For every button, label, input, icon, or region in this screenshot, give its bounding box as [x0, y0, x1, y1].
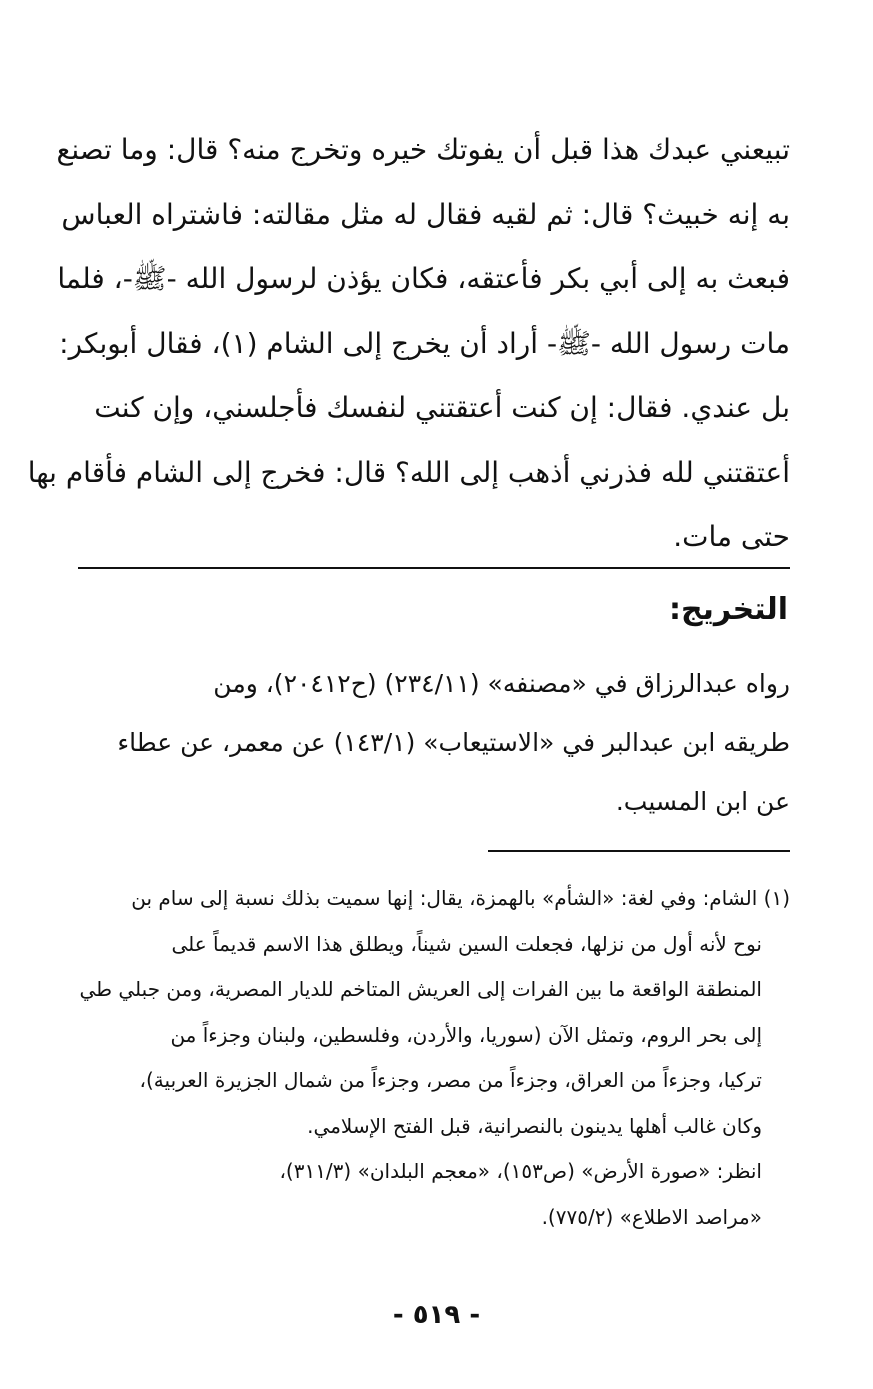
footnote-line: وكان غالب أهلها يدينون بالنصرانية، قبل الفتح الإسلامي. — [307, 1113, 762, 1138]
footnote-line: (١) الشام: وفي لغة: «الشأم» بالهمزة، يقال: إنها سميت بذلك نسبة إلى سام بن — [131, 886, 790, 910]
footnote-line: إلى بحر الروم، وتمثل الآن (سوريا، والأردن، وفلسطين، ولبنان وجزءاً من — [170, 1022, 762, 1047]
main-text-line: بل عندي. فقال: إن كنت أعتقتني لنفسك فأجلسني، وإن كنت — [94, 391, 790, 424]
footnote-divider — [488, 850, 790, 852]
main-text-line: فبعث به إلى أبي بكر فأعتقه، فكان يؤذن لرسول الله -ﷺ-، فلما — [57, 262, 790, 295]
takhrij-line: رواه عبدالرزاق في «مصنفه» (٢٣٤/١١) (ح٢٠٤١٢)، ومن — [213, 669, 790, 698]
footnote-line: «مراصد الاطلاع» (٧٧٥/٢). — [541, 1204, 762, 1229]
footnote-line: المنطقة الواقعة ما بين الفرات إلى العريش المتاخم للديار المصرية، ومن جبلي طي — [79, 977, 762, 1001]
footnote-line: انظر: «صورة الأرض» (ص١٥٣)، «معجم البلدان» (٣١١/٣)، — [279, 1159, 762, 1183]
section-divider — [78, 567, 790, 569]
footnote-line: نوح لأنه أول من نزلها، فجعلت السين شيناً، ويطلق هذا الاسم قديماً على — [171, 931, 762, 956]
main-text-line: حتى مات. — [673, 520, 790, 553]
main-text-block — [27, 118, 790, 570]
main-text-line: تبيعني عبدك هذا قبل أن يفوتك خيره وتخرج منه؟ قال: وما تصنع — [56, 133, 790, 166]
main-text-line: أعتقتني لله فذرني أذهب إلى الله؟ قال: فخرج إلى الشام فأقام بها — [27, 455, 790, 489]
footnote-line: تركيا، وجزءاً من العراق، وجزءاً من مصر، وجزءاً من شمال الجزيرة العربية)، — [139, 1068, 762, 1092]
takhrij-line: طريقه ابن عبدالبر في «الاستيعاب» (١٤٣/١) عن معمر، عن عطاء — [117, 728, 790, 757]
takhrij-line: عن ابن المسيب. — [615, 787, 790, 816]
takhrij-heading: التخريج: — [669, 592, 788, 627]
main-text-line: به إنه خبيث؟ قال: ثم لقيه فقال له مثل مقالته: فاشتراه العباس — [61, 197, 790, 231]
takhrij-text-block — [78, 654, 790, 831]
footnote-block — [78, 876, 790, 1240]
main-text-line: مات رسول الله -ﷺ- أراد أن يخرج إلى الشام (١)، فقال أبوبكر: — [59, 326, 790, 360]
page-number: - ٥١٩ - — [392, 1300, 481, 1330]
